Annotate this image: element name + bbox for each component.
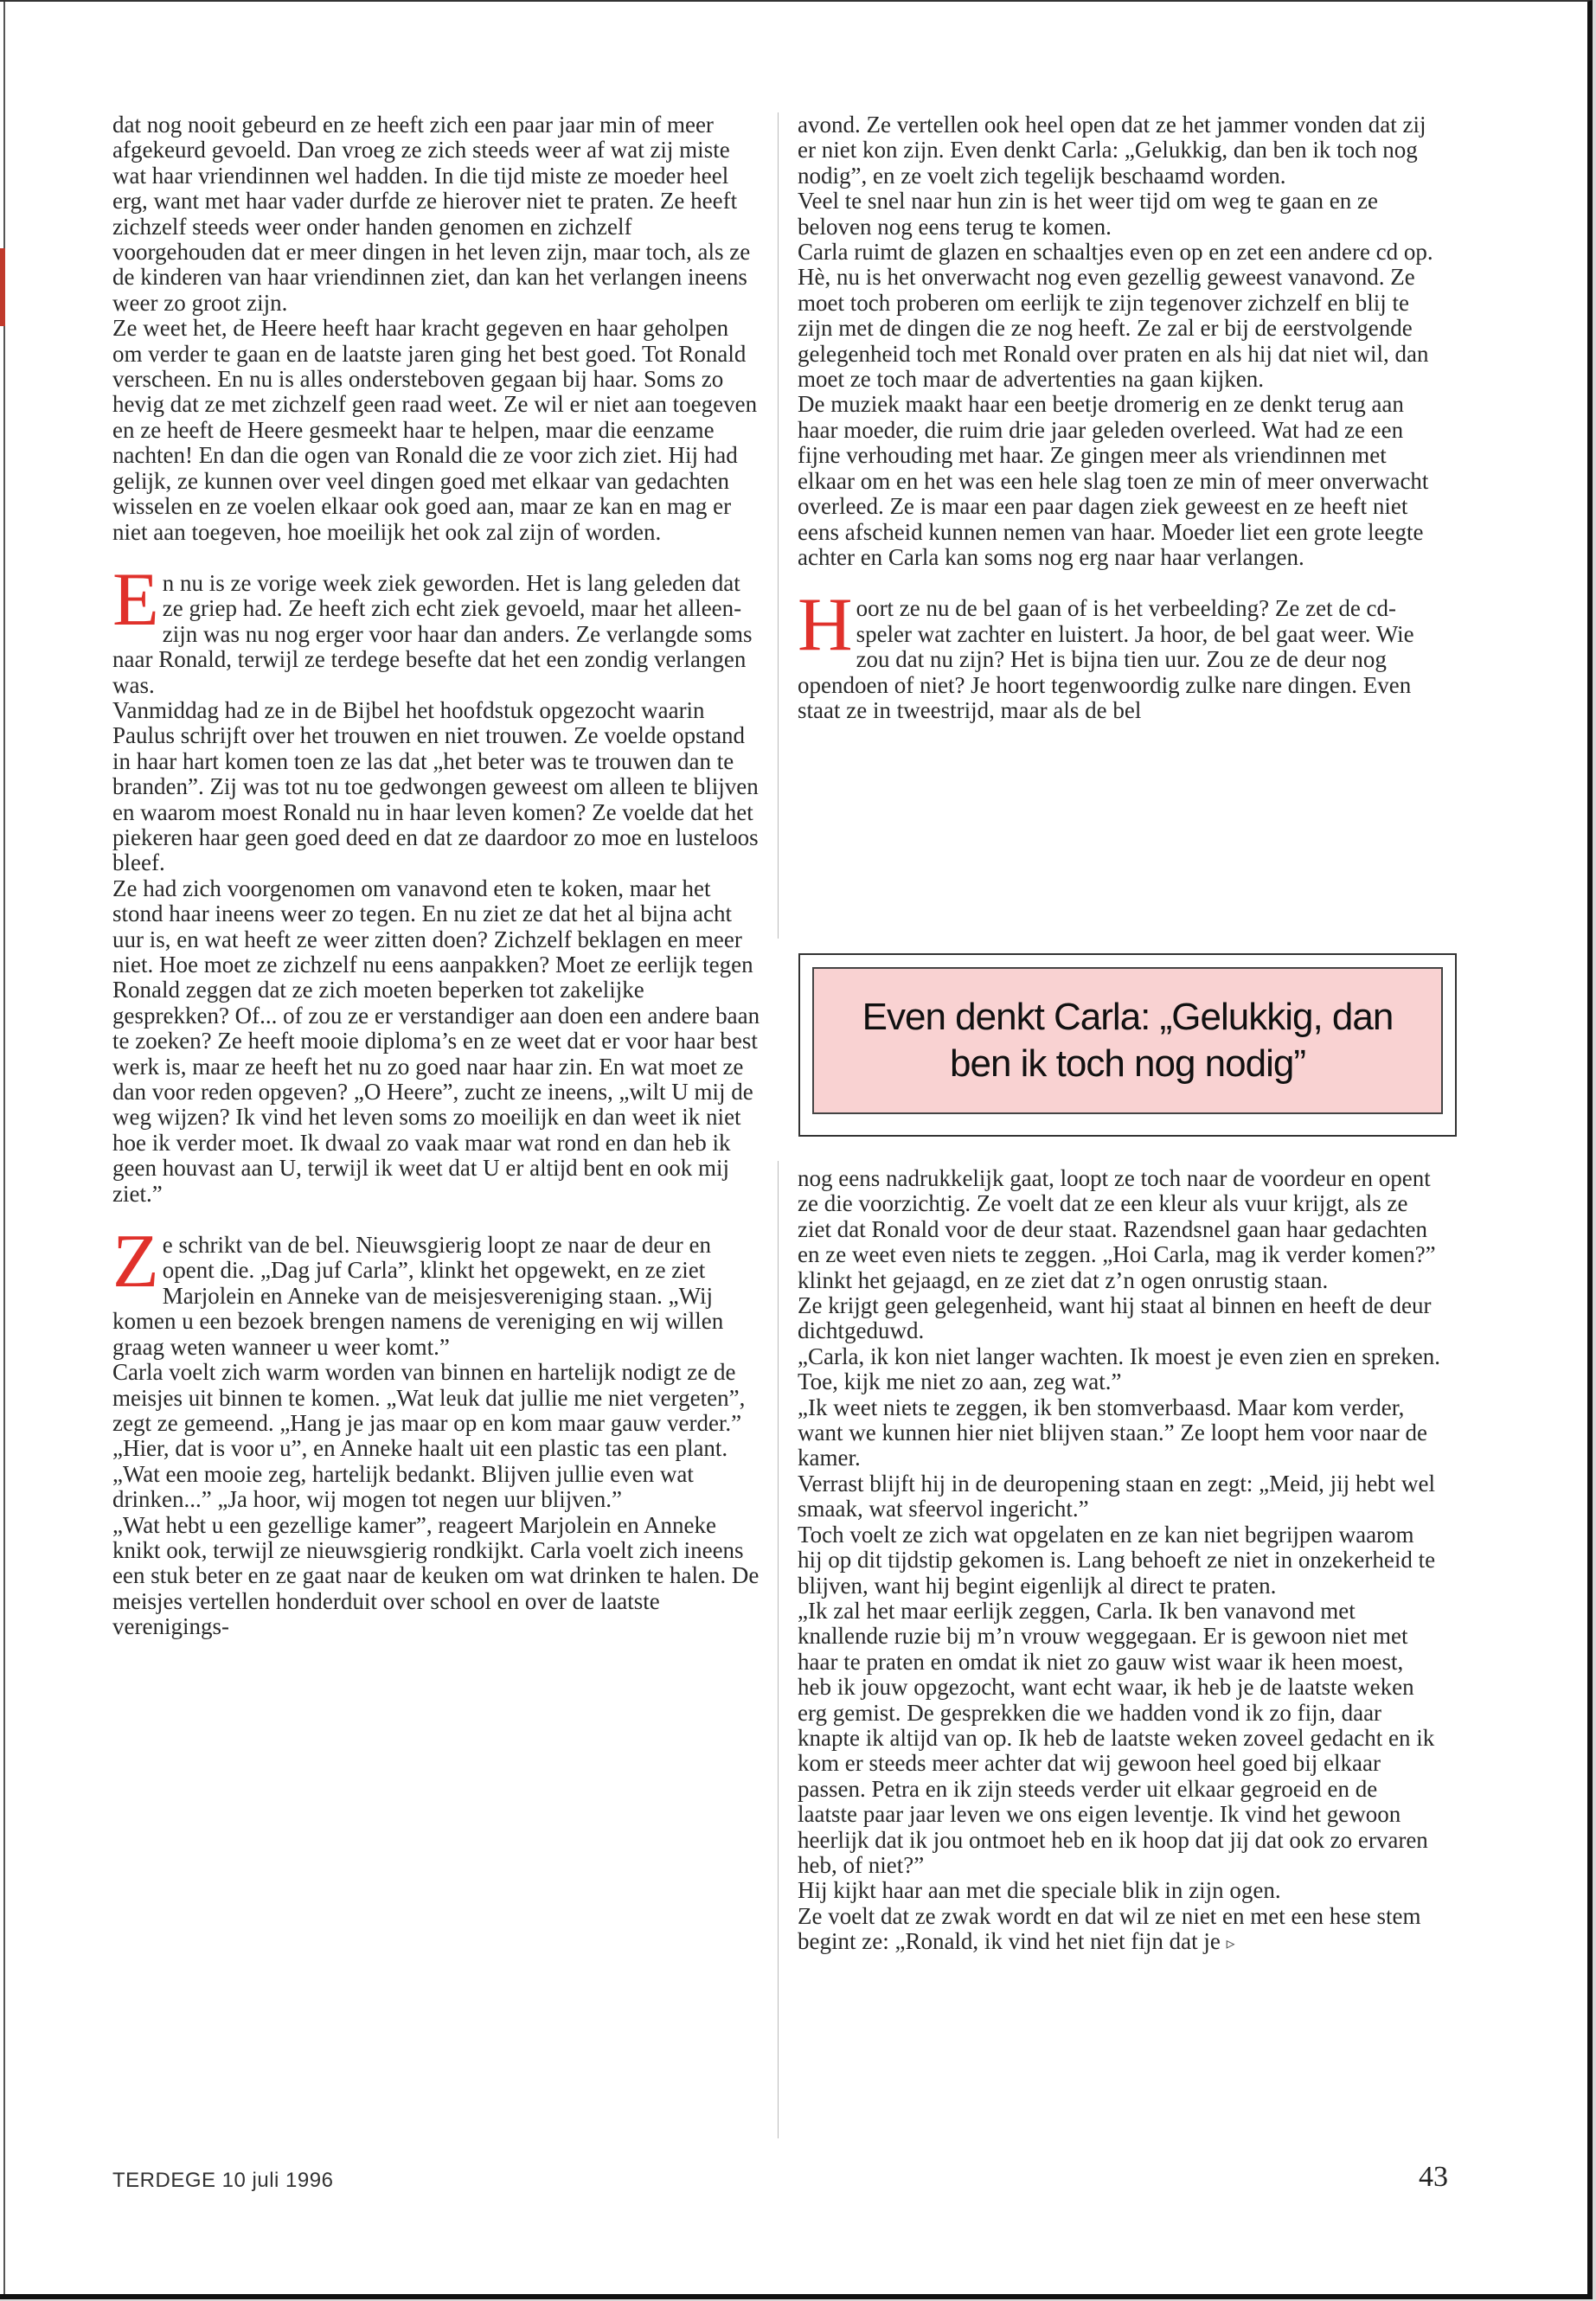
paragraph: Ze had zich voorgenomen om vanavond eten te koken, maar het stond haar ineens weer zo tegen. En nu ziet ze dat het al bijna acht uur is, en wat heeft ze weer zitten doen? Zichzelf beklagen en meer niet. Hoe moet ze zichzelf nu eens aanpakken? Moet ze eerlijk tegen Ronald zeggen dat ze zich moeten beperken tot zakelijke gesprekken? Of... of zou ze er verstandiger aan doen een andere baan te zoeken? Ze heeft mooie diploma’s en ze weet dat er voor haar best werk is, maar ze heeft het nu zo goed naar haar zin. En wat moet ze dan voor reden opgeven? „O Heere”, zucht ze ineens, „wilt U mij de weg wijzen? Ik vind het leven soms zo moeilijk en dan weet ik niet hoe ik verder moet. Ik dwaal zo vaak maar wat rond en dan heb ik geen houvast aan U, terwijl ik weet dat U er altijd bent en ook mij ziet.” bbox=[112, 875, 760, 1207]
paragraph: De muziek maakt haar een beetje dromerig en ze denkt terug aan haar moeder, die ruim drie jaar geleden overleed. Wat had ze een fijne verhouding met haar. Ze gingen meer als vriendinnen met elkaar om en het was een hele slag toen ze min of meer onverwacht overleed. Ze is maar een paar dagen ziek geweest en ze heeft niet eens afscheid kunnen nemen van haar. Moeder liet een grote leegte achter en Carla kan soms nog erg naar haar verlangen. bbox=[798, 391, 1429, 570]
paragraph: Ze krijgt geen gelegenheid, want hij staat al binnen en heeft de deur dichtgeduwd. bbox=[798, 1292, 1432, 1344]
paragraph: Ze weet het, de Heere heeft haar kracht gegeven en haar geholpen om verder te gaan en de laatste jaren ging het best goed. Tot Ronald verscheen. En nu is alles ondersteboven gegaan bij haar. Soms zo hevig dat ze met zichzelf geen raad weet. Ze wil er niet aan toegeven en ze heeft de Heere gesmeekt haar te helpen, maar die eenzame nachten! En dan die ogen van Ronald die ze voor zich ziet. Hij had gelijk, ze kunnen over veel dingen goed met elkaar van gedachten wisselen en ze voelen elkaar ook goed aan, maar ze kan en mag er niet aan toegeven, hoe moeilijk het ook zal zijn of worden. bbox=[112, 315, 758, 545]
paragraph: „Wat hebt u een gezellige kamer”, reageert Marjolein en Anneke knikt ook, terwijl ze nieuwsgierig rondkijkt. Carla voelt zich ineens een stuk beter en ze gaat naar de keuken om wat drinken te halen. De meisjes vertellen honderduit over school en over de laatste verenigings- bbox=[112, 1511, 760, 1640]
paragraph: „Hier, dat is voor u”, en Anneke haalt uit een plastic tas een plant. „Wat een mooie zeg, hartelijk bedankt. Blijven jullie even wat drinken...” „Ja hoor, wij mogen tot negen uur blijven.” bbox=[112, 1435, 728, 1513]
drop-cap: H bbox=[798, 583, 853, 668]
publication-footer: TERDEGE 10 juli 1996 bbox=[112, 2169, 334, 2192]
paragraph: Carla voelt zich warm worden van binnen en hartelijk nodigt ze de meisjes uit binnen te komen. „Wat leuk dat jullie me niet vergeten”, zegt ze gemeend. „Hang je jas maar op en kom maar gauw verder.” bbox=[112, 1359, 746, 1436]
paragraph: „Ik zal het maar eerlijk zeggen, Carla. Ik ben vanavond met knallende ruzie bij m’n vrouw weggegaan. Er is gewoon niet met haar te praten en omdat ik niet zo gauw wist waar ik heen moest, heb ik jouw opgezocht, want echt waar, ik heb je de laatste weken erg gemist. De gesprekken die we hadden vond ik zo fijn, daar knapte ik altijd van op. Ik heb de laatste weken zoveel gedacht en ik kom er steeds meer achter dat wij gewoon heel goed bij elkaar passen. Petra en ik zijn steeds verder uit elkaar gegroeid en de laatste paar jaar leven we ons eigen leventje. Ik vind het gewoon heerlijk dat ik jou ontmoet heb en ik hoop dat jij dat ook zo ervaren heb, of niet?” bbox=[798, 1597, 1435, 1878]
paragraph: nog eens nadrukkelijk gaat, loopt ze toch naar de voordeur en opent ze die voorzichtig. Ze voelt dat ze een kleur als vuur krijgt, als ze ziet dat Ronald voor de deur staat. Razendsnel gaan haar gedachten en ze weet even niets te zeggen. „Hoi Carla, mag ik verder komen?” klinkt het gejaagd, en ze ziet dat z’n ogen onrustig staan. bbox=[798, 1165, 1436, 1293]
paragraph: „Ik weet niets te zeggen, ik ben stomverbaasd. Maar kom verder, want we kunnen hier niet blijven staan.” Ze loopt hem voor naar de kamer. bbox=[798, 1394, 1428, 1471]
paragraph: Veel te snel naar hun zin is het weer tijd om weg te gaan en ze beloven nog eens terug te komen. bbox=[798, 188, 1378, 240]
drop-cap: Z bbox=[112, 1220, 159, 1304]
drop-cap: E bbox=[112, 557, 159, 642]
paragraph: Hij kijkt haar aan met die speciale blik in zijn ogen. bbox=[798, 1877, 1281, 1904]
paragraph: Vanmiddag had ze in de Bijbel het hoofdstuk opgezocht waarin Paulus schrijft over het trouwen en niet trouwen. Ze voelde opstand in haar hart komen toen ze las dat „het beter was te trouwen dan te branden”. Zij was tot nu toe gedwongen geweest om alleen te blijven en waarom moest Ronald nu in haar leven komen? Ze voelde dat het piekeren haar geen goed deed en dat ze daardoor zo moe en lusteloos bleef. bbox=[112, 696, 759, 876]
scan-edge-line bbox=[3, 2, 5, 2294]
right-column-top bbox=[798, 112, 1438, 723]
pull-quote-box bbox=[798, 953, 1457, 1137]
right-column-bottom bbox=[798, 1166, 1442, 1958]
column-divider bbox=[778, 112, 779, 939]
pull-quote-text: Even denkt Carla: „Gelukkig, dan ben ik toch nog nodig” bbox=[862, 996, 1394, 1085]
section-paragraph: Ze schrikt van de bel. Nieuwsgierig loopt ze naar de deur en opent die. „Dag juf Carla”, klinkt het opgewekt, en ze ziet Marjolein en Anneke van de meisjesvereniging staan. „Wij komen u een bezoek brengen namens de vereniging en wij willen graag weten wanneer u weer komt.” bbox=[112, 1220, 724, 1360]
left-column bbox=[112, 112, 761, 1640]
paragraph: Carla ruimt de glazen en schaaltjes even op en zet een andere cd op. Hè, nu is het onverwacht nog even gezellig geweest vanavond. Ze moet toch proberen om eerlijk te zijn tegenover zichzelf en blij te zijn met de dingen die ze nog heeft. Ze zal er bij de eerstvolgende gelegenheid toch met Ronald over praten en als hij dat niet wil, dan moet ze toch maar de advertenties na gaan kijken. bbox=[798, 239, 1433, 393]
scan-edge-mark bbox=[0, 248, 5, 326]
paragraph: Toch voelt ze zich wat opgelaten en ze kan niet begrijpen waarom hij op dit tijdstip gekomen is. Lang behoeft ze niet in onzekerheid te blijven, want hij begint eigenlijk al direct te praten. bbox=[798, 1521, 1436, 1599]
paragraph: „Carla, ik kon niet langer wachten. Ik moest je even zien en spreken. Toe, kijk me niet zo aan, zeg wat.” bbox=[798, 1343, 1440, 1395]
continue-arrow-icon: ▹ bbox=[1226, 1934, 1235, 1954]
page-number: 43 bbox=[1419, 2161, 1448, 2193]
section-paragraph: Hoort ze nu de bel gaan of is het verbeelding? Ze zet de cd-speler wat zachter en luistert. Ja hoor, de bel gaat weer. Wie zou dat nu zijn? Het is bijna tien uur. Zou ze de deur nog opendoen of niet? Je hoort tegenwoordig zulke nare dingen. Even staat ze in tweestrijd, maar als de bel bbox=[798, 583, 1414, 723]
column-divider bbox=[778, 1161, 779, 2138]
paragraph: Verrast blijft hij in de deuropening staan en zegt: „Meid, jij hebt wel smaak, wat sfeervol ingericht.” bbox=[798, 1470, 1436, 1522]
paragraph: avond. Ze vertellen ook heel open dat ze het jammer vonden dat zij er niet kon zijn. Even denkt Carla: „Gelukkig, dan ben ik toch nog nodig”, en ze voelt zich tegelijk beschaamd worden. bbox=[798, 112, 1426, 189]
paragraph: dat nog nooit gebeurd en ze heeft zich een paar jaar min of meer afgekeurd gevoeld. Dan vroeg ze zich steeds weer af wat zij miste wat haar vriendinnen wel hadden. In die tijd miste ze moeder heel erg, want met haar vader durfde ze hierover niet te praten. Ze heeft zichzelf steeds weer onder handen genomen en zichzelf voorgehouden dat er meer dingen in het leven zijn, maar toch, als ze de kinderen van haar vriendinnen ziet, dan kan het verlangen ineens weer zo groot zijn. bbox=[112, 112, 751, 316]
section-paragraph: En nu is ze vorige week ziek geworden. Het is lang geleden dat ze griep had. Ze heeft zich echt ziek gevoeld, maar het alleen-zijn was nu nog erger voor haar dan anders. Ze verlangde soms naar Ronald, terwijl ze terdege besefte dat het een zondig verlangen was. bbox=[112, 557, 753, 698]
pull-quote-panel bbox=[812, 967, 1443, 1114]
paragraph: Ze voelt dat ze zwak wordt en dat wil ze niet en met een hese stem begint ze: „Ronald, ik vind het niet fijn dat je ▹ bbox=[798, 1902, 1421, 1955]
